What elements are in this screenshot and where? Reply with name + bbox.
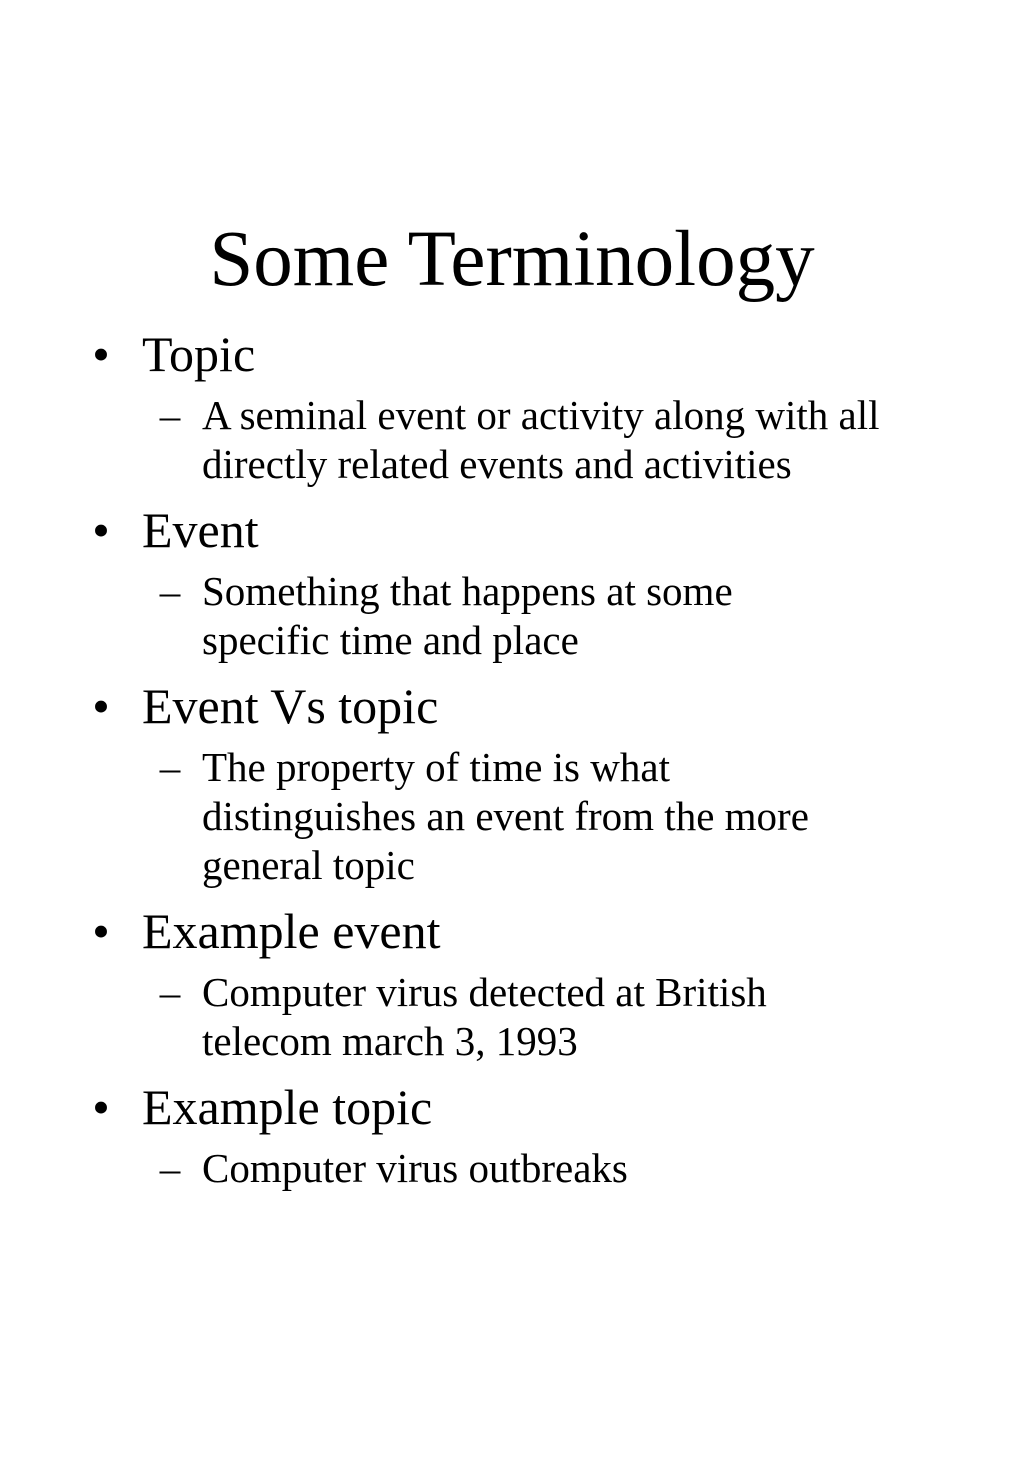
bullet-label: Example topic [142, 1079, 433, 1135]
bullet-item-example-topic [0, 1078, 1024, 1193]
sub-bullet [0, 391, 1024, 489]
sub-bullet-text: Computer virus outbreaks [202, 1145, 628, 1191]
bullet-icon: • [92, 1079, 110, 1135]
bullet-label: Example event [142, 903, 441, 959]
bullet-row [0, 902, 1024, 960]
bullet-label: Event [142, 502, 259, 558]
bullet-item-event [0, 501, 1024, 665]
bullet-icon: • [92, 326, 110, 382]
dash-icon: – [159, 392, 181, 438]
slide-title: Some Terminology [209, 216, 815, 303]
bullet-icon: • [92, 502, 110, 558]
bullet-list [0, 325, 1024, 1205]
sub-bullet [0, 1144, 1024, 1193]
bullet-icon: • [92, 678, 110, 734]
sub-bullet-text: Computer virus detected at British telecom march 3, 1993 [202, 969, 767, 1064]
bullet-row [0, 325, 1024, 383]
bullet-item-example-event [0, 902, 1024, 1066]
sub-bullet [0, 567, 1024, 665]
sub-bullet-text: The property of time is what distinguishes an event from the more general topic [202, 744, 809, 888]
bullet-row [0, 501, 1024, 559]
bullet-item-topic [0, 325, 1024, 489]
dash-icon: – [159, 744, 181, 790]
sub-bullet-text: Something that happens at some specific time and place [202, 568, 733, 663]
sub-bullet-text: A seminal event or activity along with all directly related events and activities [202, 392, 880, 487]
bullet-label: Event Vs topic [142, 678, 439, 734]
bullet-icon: • [92, 903, 110, 959]
sub-bullet [0, 743, 1024, 890]
dash-icon: – [159, 1145, 181, 1191]
bullet-row [0, 677, 1024, 735]
bullet-row [0, 1078, 1024, 1136]
sub-bullet [0, 968, 1024, 1066]
dash-icon: – [159, 568, 181, 614]
bullet-label: Topic [142, 326, 256, 382]
dash-icon: – [159, 969, 181, 1015]
bullet-item-event-vs-topic [0, 677, 1024, 890]
